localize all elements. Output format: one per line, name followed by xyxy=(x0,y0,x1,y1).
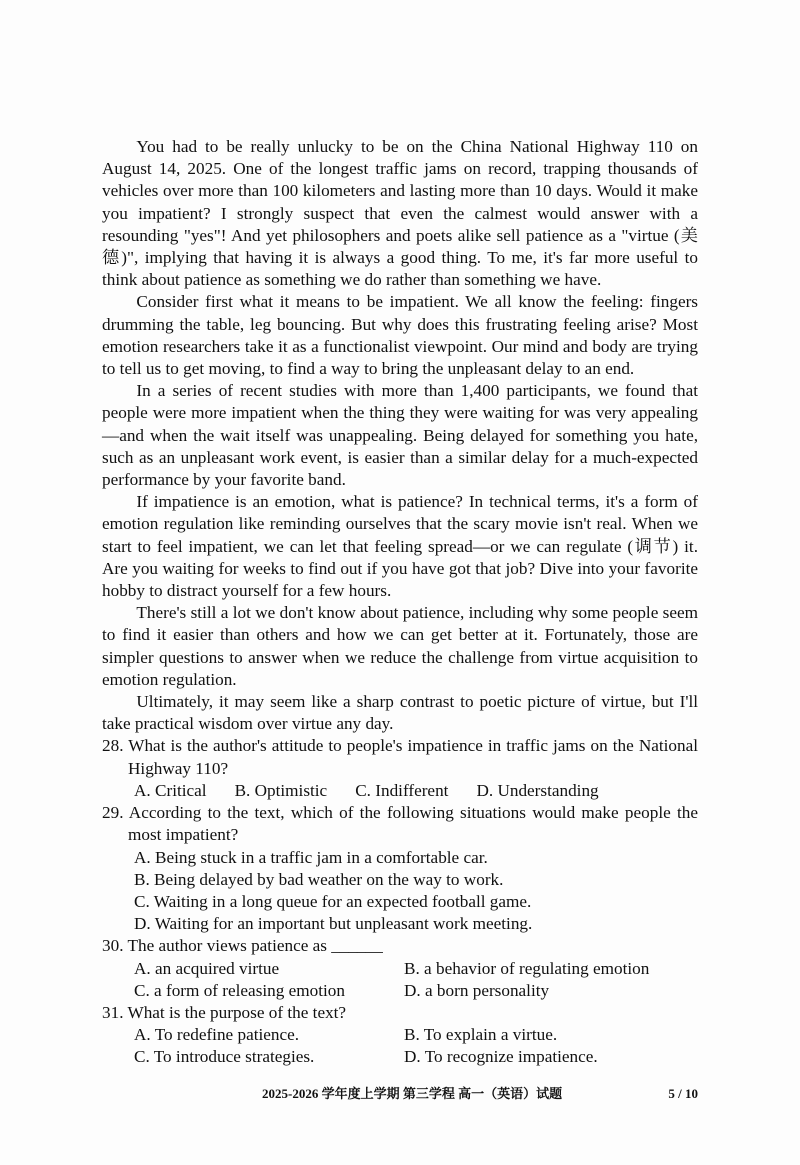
option-c: C. a form of releasing emotion xyxy=(134,980,345,1000)
option-b: B. Being delayed by bad weather on the way to work. xyxy=(134,869,504,889)
paragraph: Ultimately, it may seem like a sharp contrast to poetic picture of virtue, but I'll take practical wisdom over virtue any day. xyxy=(102,692,698,734)
option-c: C. To introduce strategies. xyxy=(134,1047,315,1067)
paragraph: If impatience is an emotion, what is patience? In technical terms, it's a form of emotion regulation like reminding ourselves that the scary movie isn't real. When we start to feel impatient, we can let that feeling spread—or we can regulate (调节) it. Are you waiting for weeks to find out if you have got that job? Dive into your favorite hobby to distract yourself for a few hours. xyxy=(102,492,698,601)
option-d: D. To recognize impatience. xyxy=(404,1047,598,1067)
question-stem: 29. According to the text, which of the following situations would make people the most impatient? xyxy=(102,803,698,845)
option-d: D. Understanding xyxy=(476,780,599,800)
option-a: A. To redefine patience. xyxy=(134,1025,300,1045)
option-b: B. Optimistic xyxy=(234,780,328,800)
option-a: A. Critical xyxy=(134,780,207,800)
option-a: A. Being stuck in a traffic jam in a comfortable car. xyxy=(134,847,488,867)
option-a: A. an acquired virtue xyxy=(134,958,280,978)
exam-title: 2025-2026 学年度上学期 第三学程 高一（英语）试题 xyxy=(262,1085,563,1101)
option-b: B. a behavior of regulating emotion xyxy=(404,958,650,978)
question-30 xyxy=(102,935,698,1002)
question-stem: 31. What is the purpose of the text? xyxy=(102,1002,347,1022)
paragraph: There's still a lot we don't know about patience, including why some people seem to find it easier than others and how we can get better at it. Fortunately, those are simpler questions to answer when we reduce the challenge from virtue acquisition to emotion regulation. xyxy=(102,603,698,689)
question-stem: 28. What is the author's attitude to people's impatience in traffic jams on the National Highway 110? xyxy=(102,736,698,778)
page-footer xyxy=(102,1083,698,1105)
reading-passage xyxy=(102,136,698,735)
option-c: C. Waiting in a long queue for an expected football game. xyxy=(134,891,532,911)
questions xyxy=(102,735,698,1068)
question-28 xyxy=(102,735,698,802)
option-d: D. a born personality xyxy=(404,980,550,1000)
option-c: C. Indifferent xyxy=(355,780,449,800)
option-d: D. Waiting for an important but unpleasant work meeting. xyxy=(134,914,533,934)
paragraph: Consider first what it means to be impatient. We all know the feeling: fingers drumming the table, leg bouncing. But why does this frustrating feeling arise? Most emotion researchers take it as a functionalist viewpoint. Our mind and body are trying to tell us to get moving, to find a way to bring the unpleasant delay to an end. xyxy=(102,292,698,379)
question-31 xyxy=(102,1002,698,1069)
option-b: B. To explain a virtue. xyxy=(404,1025,558,1045)
paragraph: You had to be really unlucky to be on the China National Highway 110 on August 14, 2025. One of the longest traffic jams on record, trapping thousands of vehicles over more than 100 kilometers and lasting more than 10 days. Would it make you impatient? I strongly suspect that even the calmest would answer with a resounding "yes"! And yet philosophers and poets alike sell patience as a "virtue (美德)", implying that having it is always a good thing. To me, it's far more useful to think about patience as something we do rather than something we have. xyxy=(102,137,698,290)
paragraph: In a series of recent studies with more than 1,400 participants, we found that people were more impatient when the thing they were waiting for was very appealing—and when the wait itself was unappealing. Being delayed for something you hate, such as an unpleasant work event, is easier than a similar delay for a much-expected performance by your favorite band. xyxy=(102,381,698,490)
page-number: 5 / 10 xyxy=(668,1085,698,1101)
question-29 xyxy=(102,802,698,935)
question-stem: 30. The author views patience as ______ xyxy=(102,936,383,956)
